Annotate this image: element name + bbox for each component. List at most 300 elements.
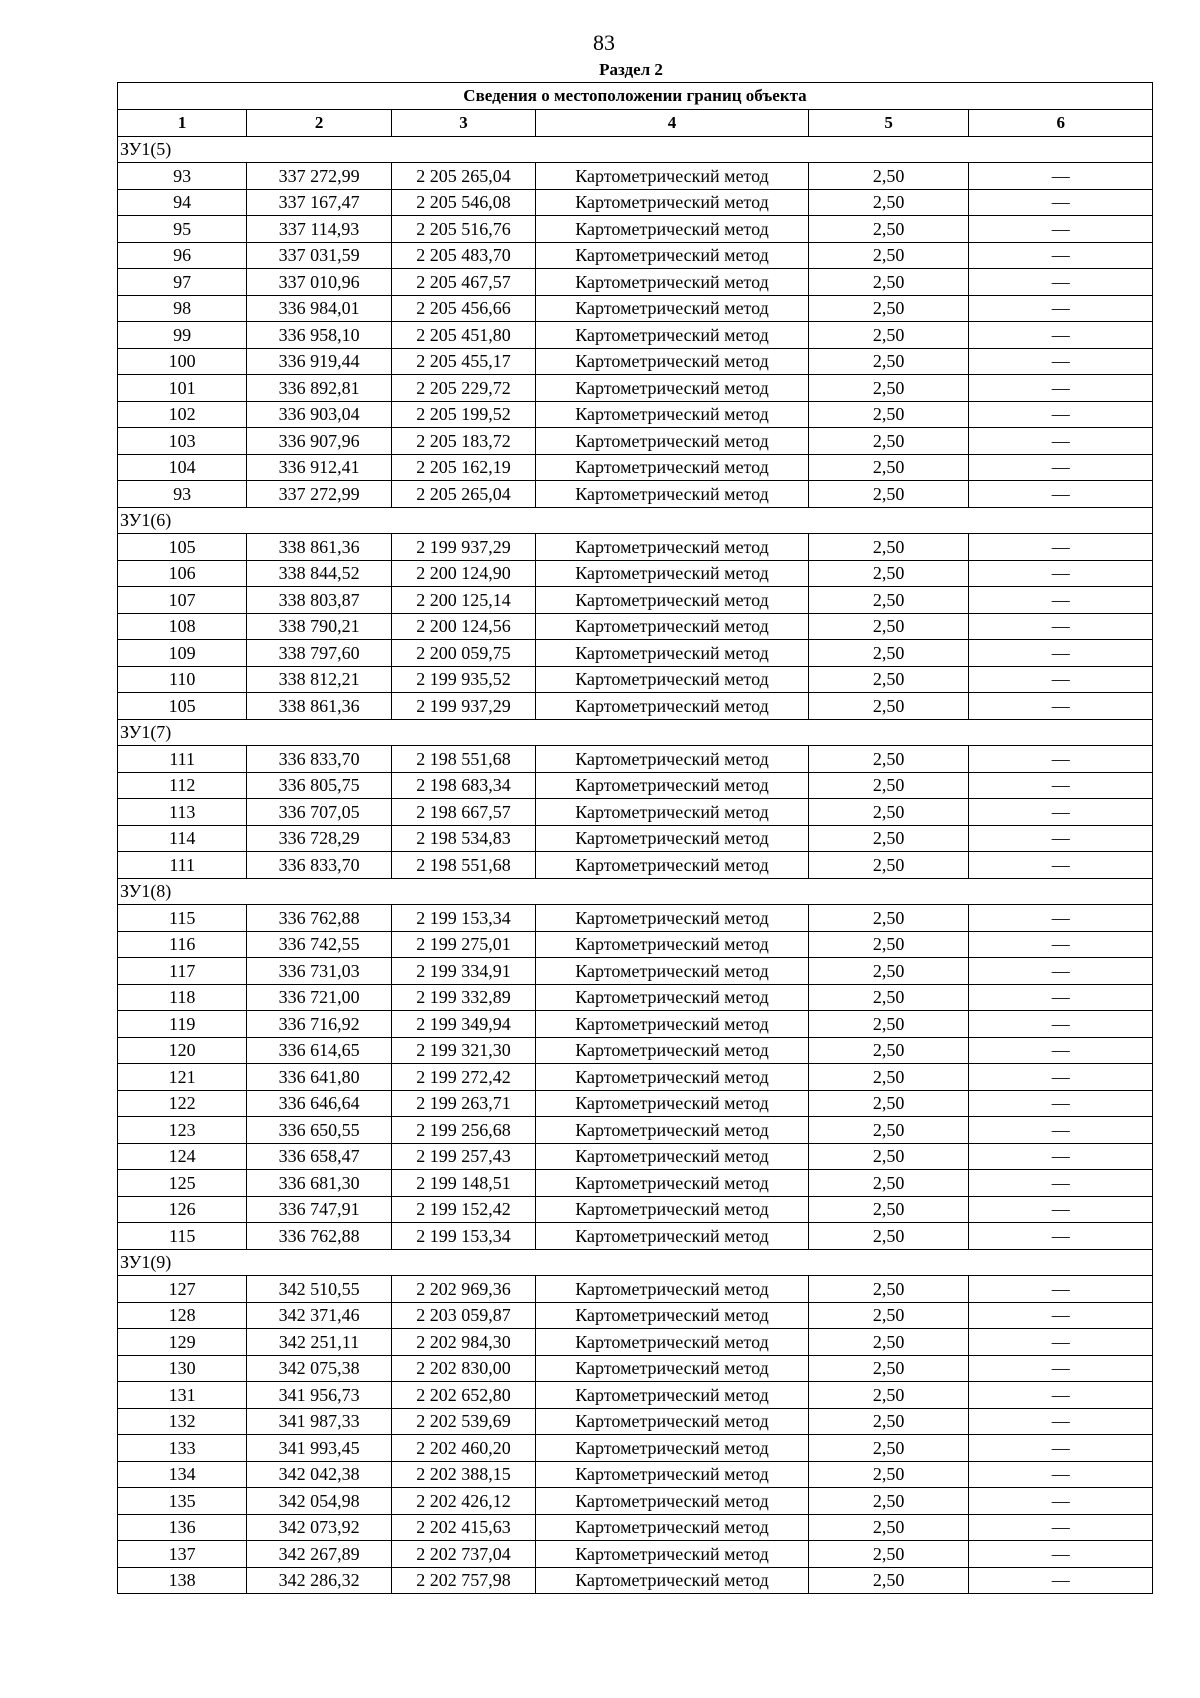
table-row: [118, 1435, 1153, 1462]
cell-method: Картометрический метод: [536, 1037, 809, 1064]
cell-coord-x: 336 742,55: [247, 931, 391, 958]
cell-description: —: [969, 216, 1153, 243]
column-header-3: 3: [391, 110, 535, 137]
cell-description: —: [969, 1196, 1153, 1223]
cell-coord-x: 342 286,32: [247, 1567, 391, 1594]
cell-coord-x: 336 721,00: [247, 984, 391, 1011]
cell-accuracy: 2,50: [808, 587, 968, 614]
table-row: [118, 799, 1153, 826]
cell-point-number: 121: [118, 1064, 247, 1091]
cell-coord-x: 337 031,59: [247, 242, 391, 269]
cell-description: —: [969, 322, 1153, 349]
cell-accuracy: 2,50: [808, 852, 968, 879]
cell-coord-y: 2 199 937,29: [391, 534, 535, 561]
cell-point-number: 113: [118, 799, 247, 826]
cell-accuracy: 2,50: [808, 1223, 968, 1250]
cell-coord-y: 2 205 183,72: [391, 428, 535, 455]
cell-point-number: 100: [118, 348, 247, 375]
cell-accuracy: 2,50: [808, 322, 968, 349]
cell-coord-x: 336 614,65: [247, 1037, 391, 1064]
cell-coord-y: 2 199 275,01: [391, 931, 535, 958]
cell-description: —: [969, 1223, 1153, 1250]
cell-coord-x: 336 958,10: [247, 322, 391, 349]
table-row: [118, 746, 1153, 773]
cell-description: —: [969, 587, 1153, 614]
cell-coord-x: 337 272,99: [247, 163, 391, 190]
cell-accuracy: 2,50: [808, 189, 968, 216]
cell-method: Картометрический метод: [536, 772, 809, 799]
cell-coord-x: 338 844,52: [247, 560, 391, 587]
cell-point-number: 115: [118, 905, 247, 932]
cell-coord-y: 2 202 969,36: [391, 1276, 535, 1303]
cell-coord-y: 2 198 667,57: [391, 799, 535, 826]
cell-method: Картометрический метод: [536, 613, 809, 640]
cell-coord-y: 2 202 426,12: [391, 1488, 535, 1515]
cell-coord-y: 2 205 516,76: [391, 216, 535, 243]
cell-description: —: [969, 1143, 1153, 1170]
table-row: [118, 375, 1153, 402]
cell-coord-y: 2 205 162,19: [391, 454, 535, 481]
cell-coord-y: 2 202 652,80: [391, 1382, 535, 1409]
cell-point-number: 99: [118, 322, 247, 349]
cell-method: Картометрический метод: [536, 534, 809, 561]
table-row: [118, 852, 1153, 879]
cell-description: —: [969, 1408, 1153, 1435]
group-row: [118, 507, 1153, 534]
cell-point-number: 131: [118, 1382, 247, 1409]
cell-description: —: [969, 852, 1153, 879]
cell-method: Картометрический метод: [536, 375, 809, 402]
table-row: [118, 1408, 1153, 1435]
cell-method: Картометрический метод: [536, 640, 809, 667]
cell-coord-y: 2 200 124,56: [391, 613, 535, 640]
cell-accuracy: 2,50: [808, 905, 968, 932]
cell-method: Картометрический метод: [536, 481, 809, 508]
cell-method: Картометрический метод: [536, 1276, 809, 1303]
cell-point-number: 114: [118, 825, 247, 852]
cell-coord-x: 336 805,75: [247, 772, 391, 799]
table-row: [118, 1302, 1153, 1329]
cell-point-number: 108: [118, 613, 247, 640]
cell-accuracy: 2,50: [808, 1196, 968, 1223]
table-row: [118, 1329, 1153, 1356]
cell-method: Картометрический метод: [536, 1143, 809, 1170]
cell-coord-x: 342 075,38: [247, 1355, 391, 1382]
column-header-5: 5: [808, 110, 968, 137]
cell-method: Картометрический метод: [536, 1435, 809, 1462]
cell-description: —: [969, 905, 1153, 932]
cell-method: Картометрический метод: [536, 1223, 809, 1250]
cell-description: —: [969, 799, 1153, 826]
section-title: Раздел 2: [599, 60, 663, 79]
cell-method: Картометрический метод: [536, 348, 809, 375]
cell-accuracy: 2,50: [808, 1037, 968, 1064]
column-header-row: [118, 110, 1153, 137]
cell-coord-y: 2 205 483,70: [391, 242, 535, 269]
column-header-4: 4: [536, 110, 809, 137]
cell-coord-x: 338 803,87: [247, 587, 391, 614]
cell-method: Картометрический метод: [536, 163, 809, 190]
cell-description: —: [969, 401, 1153, 428]
cell-accuracy: 2,50: [808, 1461, 968, 1488]
cell-accuracy: 2,50: [808, 693, 968, 720]
cell-description: —: [969, 1064, 1153, 1091]
cell-accuracy: 2,50: [808, 640, 968, 667]
cell-description: —: [969, 693, 1153, 720]
cell-point-number: 97: [118, 269, 247, 296]
cell-description: —: [969, 163, 1153, 190]
cell-coord-x: 337 114,93: [247, 216, 391, 243]
cell-description: —: [969, 295, 1153, 322]
cell-coord-y: 2 205 229,72: [391, 375, 535, 402]
cell-description: —: [969, 931, 1153, 958]
cell-coord-y: 2 199 334,91: [391, 958, 535, 985]
cell-description: —: [969, 1382, 1153, 1409]
cell-coord-y: 2 205 451,80: [391, 322, 535, 349]
cell-coord-y: 2 205 455,17: [391, 348, 535, 375]
cell-coord-x: 336 919,44: [247, 348, 391, 375]
cell-accuracy: 2,50: [808, 1276, 968, 1303]
cell-accuracy: 2,50: [808, 428, 968, 455]
cell-method: Картометрический метод: [536, 666, 809, 693]
cell-accuracy: 2,50: [808, 1514, 968, 1541]
table-row: [118, 1461, 1153, 1488]
cell-method: Картометрический метод: [536, 693, 809, 720]
cell-method: Картометрический метод: [536, 1302, 809, 1329]
cell-accuracy: 2,50: [808, 1408, 968, 1435]
cell-point-number: 104: [118, 454, 247, 481]
cell-accuracy: 2,50: [808, 216, 968, 243]
cell-accuracy: 2,50: [808, 163, 968, 190]
cell-point-number: 118: [118, 984, 247, 1011]
cell-point-number: 138: [118, 1567, 247, 1594]
cell-coord-y: 2 205 456,66: [391, 295, 535, 322]
cell-coord-x: 337 010,96: [247, 269, 391, 296]
cell-method: Картометрический метод: [536, 587, 809, 614]
cell-method: Картометрический метод: [536, 1382, 809, 1409]
cell-point-number: 134: [118, 1461, 247, 1488]
group-row: [118, 136, 1153, 163]
cell-accuracy: 2,50: [808, 1011, 968, 1038]
cell-coord-x: 336 912,41: [247, 454, 391, 481]
column-header-6: 6: [969, 110, 1153, 137]
cell-method: Картометрический метод: [536, 825, 809, 852]
table-row: [118, 428, 1153, 455]
cell-method: Картометрический метод: [536, 1329, 809, 1356]
cell-coord-x: 336 903,04: [247, 401, 391, 428]
cell-accuracy: 2,50: [808, 1567, 968, 1594]
cell-point-number: 117: [118, 958, 247, 985]
cell-coord-y: 2 198 551,68: [391, 746, 535, 773]
table-row: [118, 189, 1153, 216]
cell-method: Картометрический метод: [536, 1514, 809, 1541]
cell-coord-x: 336 728,29: [247, 825, 391, 852]
cell-coord-y: 2 198 551,68: [391, 852, 535, 879]
cell-coord-y: 2 199 349,94: [391, 1011, 535, 1038]
cell-accuracy: 2,50: [808, 481, 968, 508]
cell-method: Картометрический метод: [536, 958, 809, 985]
cell-method: Картометрический метод: [536, 216, 809, 243]
cell-coord-x: 342 371,46: [247, 1302, 391, 1329]
table-row: [118, 1488, 1153, 1515]
cell-point-number: 112: [118, 772, 247, 799]
cell-description: —: [969, 746, 1153, 773]
cell-coord-x: 336 707,05: [247, 799, 391, 826]
table-row: [118, 1037, 1153, 1064]
cell-point-number: 127: [118, 1276, 247, 1303]
table-row: [118, 295, 1153, 322]
cell-description: —: [969, 1461, 1153, 1488]
cell-accuracy: 2,50: [808, 1143, 968, 1170]
cell-coord-y: 2 202 830,00: [391, 1355, 535, 1382]
cell-method: Картометрический метод: [536, 1196, 809, 1223]
cell-point-number: 111: [118, 852, 247, 879]
cell-coord-x: 342 510,55: [247, 1276, 391, 1303]
cell-method: Картометрический метод: [536, 1011, 809, 1038]
cell-coord-y: 2 202 984,30: [391, 1329, 535, 1356]
cell-accuracy: 2,50: [808, 1355, 968, 1382]
cell-method: Картометрический метод: [536, 269, 809, 296]
cell-accuracy: 2,50: [808, 825, 968, 852]
cell-coord-x: 341 993,45: [247, 1435, 391, 1462]
table-row: [118, 1143, 1153, 1170]
cell-accuracy: 2,50: [808, 295, 968, 322]
cell-coord-x: 336 658,47: [247, 1143, 391, 1170]
table-row: [118, 1355, 1153, 1382]
table-row: [118, 1514, 1153, 1541]
cell-description: —: [969, 1541, 1153, 1568]
table-row: [118, 163, 1153, 190]
cell-accuracy: 2,50: [808, 1541, 968, 1568]
cell-description: —: [969, 1302, 1153, 1329]
cell-description: —: [969, 242, 1153, 269]
table-row: [118, 931, 1153, 958]
cell-description: —: [969, 1170, 1153, 1197]
cell-coord-y: 2 199 152,42: [391, 1196, 535, 1223]
cell-point-number: 137: [118, 1541, 247, 1568]
cell-point-number: 124: [118, 1143, 247, 1170]
cell-coord-x: 336 681,30: [247, 1170, 391, 1197]
table-row: [118, 401, 1153, 428]
table-row: [118, 958, 1153, 985]
cell-accuracy: 2,50: [808, 1090, 968, 1117]
cell-accuracy: 2,50: [808, 375, 968, 402]
cell-method: Картометрический метод: [536, 428, 809, 455]
cell-coord-y: 2 202 460,20: [391, 1435, 535, 1462]
cell-method: Картометрический метод: [536, 560, 809, 587]
cell-method: Картометрический метод: [536, 1090, 809, 1117]
cell-point-number: 128: [118, 1302, 247, 1329]
cell-coord-y: 2 199 257,43: [391, 1143, 535, 1170]
cell-description: —: [969, 984, 1153, 1011]
cell-method: Картометрический метод: [536, 1567, 809, 1594]
cell-coord-x: 338 797,60: [247, 640, 391, 667]
cell-description: —: [969, 534, 1153, 561]
table-row: [118, 1223, 1153, 1250]
cell-point-number: 133: [118, 1435, 247, 1462]
cell-method: Картометрический метод: [536, 905, 809, 932]
table-row: [118, 905, 1153, 932]
table-row: [118, 1382, 1153, 1409]
table-row: [118, 454, 1153, 481]
table-row: [118, 1541, 1153, 1568]
cell-coord-y: 2 200 124,90: [391, 560, 535, 587]
page-number: 83: [593, 30, 615, 55]
cell-method: Картометрический метод: [536, 984, 809, 1011]
table-caption: Сведения о местоположении границ объекта: [118, 83, 1153, 110]
cell-description: —: [969, 481, 1153, 508]
cell-coord-y: 2 199 935,52: [391, 666, 535, 693]
cell-description: —: [969, 1037, 1153, 1064]
group-label: ЗУ1(9): [118, 1249, 1153, 1276]
cell-coord-y: 2 202 415,63: [391, 1514, 535, 1541]
table-row: [118, 772, 1153, 799]
cell-method: Картометрический метод: [536, 454, 809, 481]
cell-method: Картометрический метод: [536, 1488, 809, 1515]
cell-coord-x: 337 167,47: [247, 189, 391, 216]
cell-method: Картометрический метод: [536, 1541, 809, 1568]
cell-point-number: 115: [118, 1223, 247, 1250]
cell-description: —: [969, 1567, 1153, 1594]
cell-point-number: 110: [118, 666, 247, 693]
table-row: [118, 560, 1153, 587]
cell-description: —: [969, 772, 1153, 799]
cell-method: Картометрический метод: [536, 1064, 809, 1091]
cell-point-number: 95: [118, 216, 247, 243]
cell-description: —: [969, 189, 1153, 216]
cell-accuracy: 2,50: [808, 958, 968, 985]
table-row: [118, 1011, 1153, 1038]
table-row: [118, 1117, 1153, 1144]
cell-description: —: [969, 348, 1153, 375]
cell-coord-x: 342 042,38: [247, 1461, 391, 1488]
cell-accuracy: 2,50: [808, 401, 968, 428]
table-row: [118, 1064, 1153, 1091]
cell-coord-y: 2 203 059,87: [391, 1302, 535, 1329]
cell-coord-x: 336 650,55: [247, 1117, 391, 1144]
cell-coord-x: 338 861,36: [247, 534, 391, 561]
table-row: [118, 534, 1153, 561]
table-body: [118, 136, 1153, 1594]
cell-accuracy: 2,50: [808, 1117, 968, 1144]
cell-description: —: [969, 958, 1153, 985]
cell-point-number: 102: [118, 401, 247, 428]
table-caption-row: [118, 83, 1153, 110]
cell-accuracy: 2,50: [808, 1382, 968, 1409]
cell-description: —: [969, 825, 1153, 852]
cell-point-number: 130: [118, 1355, 247, 1382]
table-row: [118, 613, 1153, 640]
cell-accuracy: 2,50: [808, 746, 968, 773]
cell-coord-x: 336 892,81: [247, 375, 391, 402]
cell-coord-x: 336 762,88: [247, 1223, 391, 1250]
cell-coord-y: 2 199 256,68: [391, 1117, 535, 1144]
group-row: [118, 1249, 1153, 1276]
cell-coord-x: 336 747,91: [247, 1196, 391, 1223]
cell-coord-y: 2 202 737,04: [391, 1541, 535, 1568]
cell-point-number: 135: [118, 1488, 247, 1515]
cell-description: —: [969, 1514, 1153, 1541]
cell-coord-y: 2 199 937,29: [391, 693, 535, 720]
cell-point-number: 126: [118, 1196, 247, 1223]
table-row: [118, 825, 1153, 852]
cell-method: Картометрический метод: [536, 322, 809, 349]
cell-method: Картометрический метод: [536, 189, 809, 216]
cell-coord-x: 336 984,01: [247, 295, 391, 322]
cell-point-number: 96: [118, 242, 247, 269]
cell-method: Картометрический метод: [536, 1117, 809, 1144]
group-label: ЗУ1(7): [118, 719, 1153, 746]
cell-description: —: [969, 640, 1153, 667]
cell-accuracy: 2,50: [808, 1170, 968, 1197]
table-row: [118, 322, 1153, 349]
cell-accuracy: 2,50: [808, 984, 968, 1011]
cell-coord-x: 336 833,70: [247, 852, 391, 879]
cell-description: —: [969, 428, 1153, 455]
cell-description: —: [969, 1090, 1153, 1117]
table-row: [118, 1276, 1153, 1303]
cell-point-number: 105: [118, 534, 247, 561]
cell-coord-y: 2 198 683,34: [391, 772, 535, 799]
cell-coord-y: 2 199 153,34: [391, 905, 535, 932]
cell-coord-x: 336 641,80: [247, 1064, 391, 1091]
cell-method: Картометрический метод: [536, 852, 809, 879]
cell-accuracy: 2,50: [808, 613, 968, 640]
cell-point-number: 129: [118, 1329, 247, 1356]
cell-accuracy: 2,50: [808, 1488, 968, 1515]
cell-coord-x: 336 907,96: [247, 428, 391, 455]
cell-coord-x: 341 956,73: [247, 1382, 391, 1409]
cell-coord-x: 336 716,92: [247, 1011, 391, 1038]
cell-point-number: 93: [118, 481, 247, 508]
cell-method: Картометрический метод: [536, 799, 809, 826]
cell-method: Картометрический метод: [536, 1355, 809, 1382]
cell-coord-y: 2 199 148,51: [391, 1170, 535, 1197]
cell-coord-x: 336 833,70: [247, 746, 391, 773]
column-header-1: 1: [118, 110, 247, 137]
cell-coord-y: 2 198 534,83: [391, 825, 535, 852]
table-row: [118, 984, 1153, 1011]
table-row: [118, 1567, 1153, 1594]
cell-point-number: 111: [118, 746, 247, 773]
cell-method: Картометрический метод: [536, 1461, 809, 1488]
cell-accuracy: 2,50: [808, 799, 968, 826]
cell-accuracy: 2,50: [808, 1435, 968, 1462]
table-row: [118, 481, 1153, 508]
cell-coord-y: 2 202 539,69: [391, 1408, 535, 1435]
cell-accuracy: 2,50: [808, 1329, 968, 1356]
cell-coord-y: 2 205 199,52: [391, 401, 535, 428]
cell-accuracy: 2,50: [808, 269, 968, 296]
cell-point-number: 125: [118, 1170, 247, 1197]
group-row: [118, 719, 1153, 746]
cell-coord-y: 2 205 265,04: [391, 163, 535, 190]
cell-point-number: 106: [118, 560, 247, 587]
group-label: ЗУ1(6): [118, 507, 1153, 534]
cell-description: —: [969, 454, 1153, 481]
cell-method: Картометрический метод: [536, 931, 809, 958]
cell-coord-y: 2 199 332,89: [391, 984, 535, 1011]
cell-description: —: [969, 666, 1153, 693]
cell-point-number: 107: [118, 587, 247, 614]
boundary-coordinates-table: [117, 82, 1153, 1594]
cell-accuracy: 2,50: [808, 1064, 968, 1091]
cell-coord-y: 2 205 467,57: [391, 269, 535, 296]
cell-accuracy: 2,50: [808, 454, 968, 481]
cell-description: —: [969, 560, 1153, 587]
cell-coord-y: 2 199 153,34: [391, 1223, 535, 1250]
cell-point-number: 98: [118, 295, 247, 322]
